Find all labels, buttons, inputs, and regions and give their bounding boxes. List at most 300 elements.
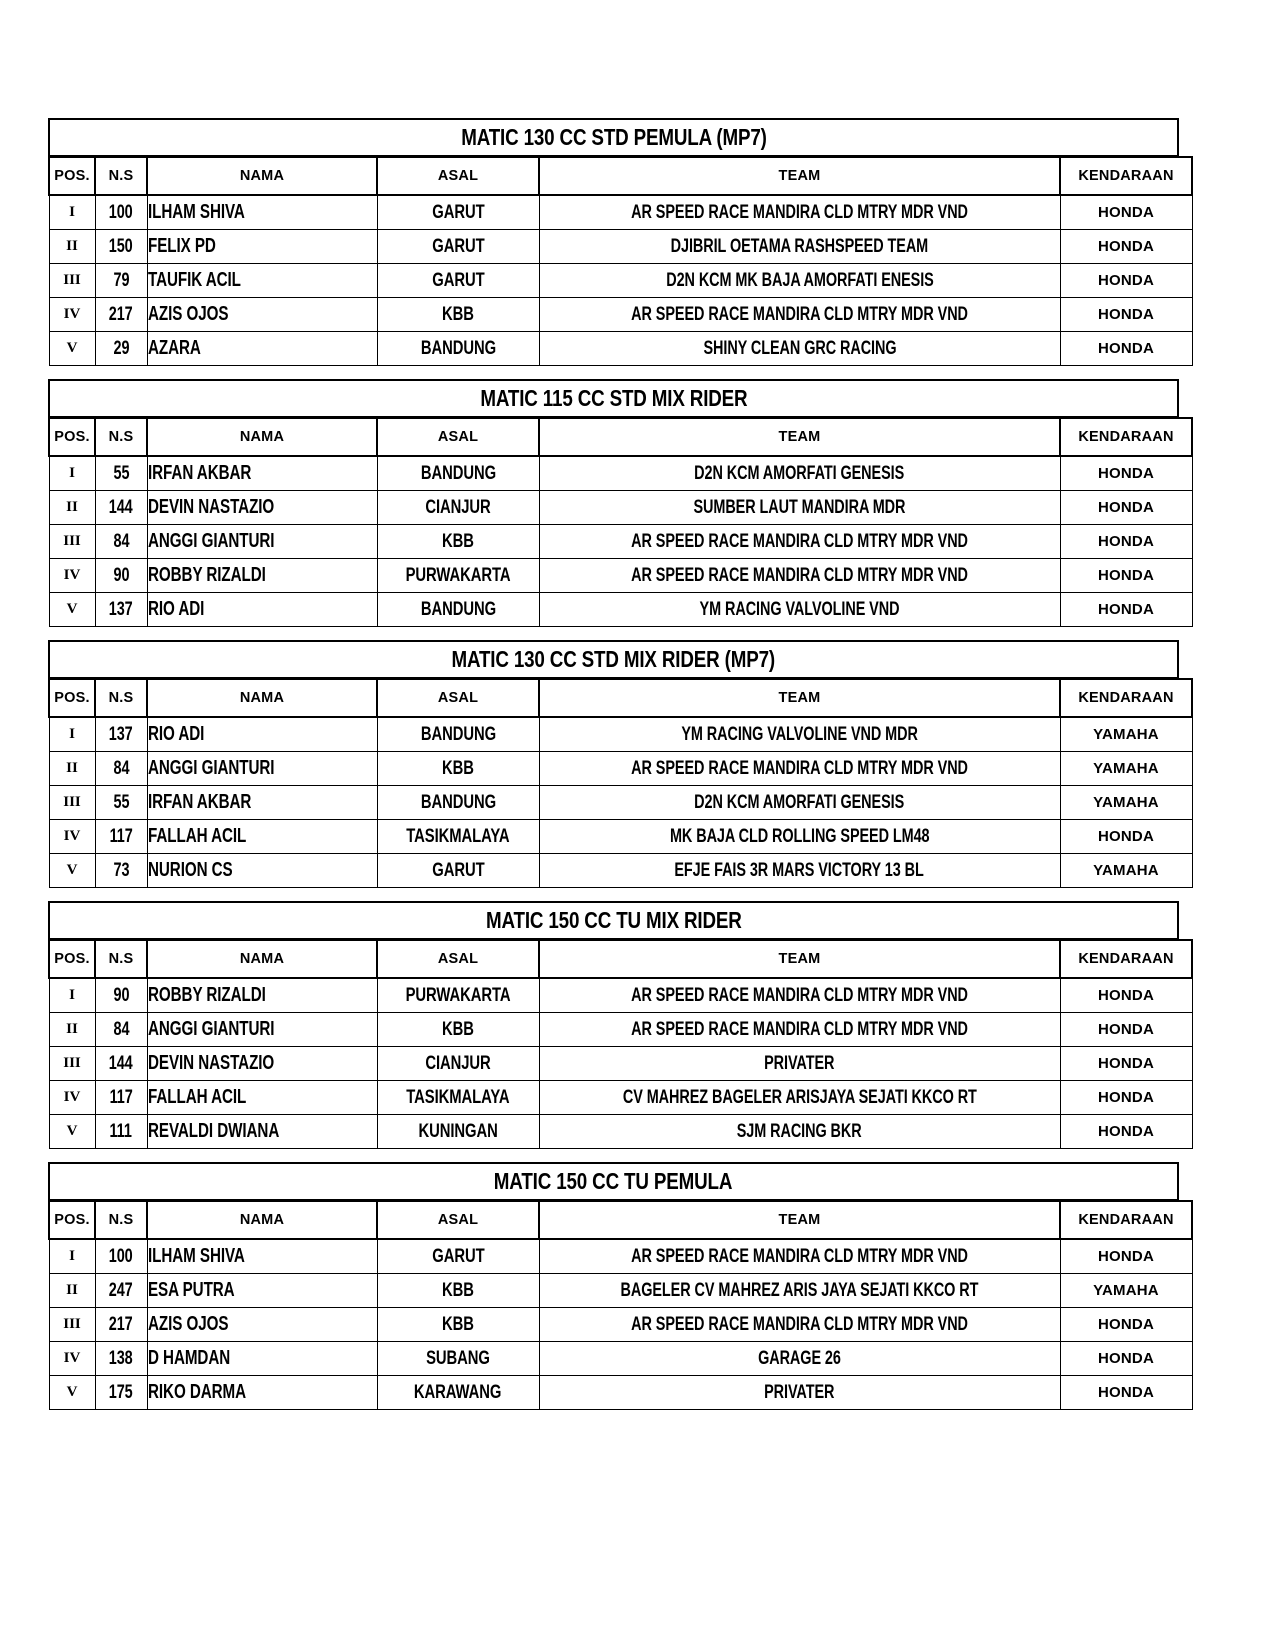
cell-nama	[147, 195, 377, 230]
cell-asal-text: BANDUNG	[420, 598, 496, 620]
table-row	[49, 1047, 1192, 1081]
cell-team-text: CV MAHREZ BAGELER ARISJAYA SEJATI KKCO RT	[622, 1086, 977, 1108]
column-header-team: TEAM	[539, 940, 1060, 978]
cell-nama-text: FALLAH ACIL	[147, 825, 246, 847]
column-header-nama: NAMA	[147, 940, 377, 978]
cell-asal	[377, 717, 539, 752]
column-header-nama: NAMA	[147, 157, 377, 195]
table-row	[49, 786, 1192, 820]
cell-team-text: AR SPEED RACE MANDIRA CLD MTRY MDR VND	[631, 564, 968, 586]
cell-nama-text: ANGGI GIANTURI	[147, 530, 274, 552]
cell-ns	[95, 491, 147, 525]
cell-team	[539, 1115, 1060, 1149]
column-header-asal: ASAL	[377, 940, 539, 978]
cell-kendaraan: HONDA	[1060, 1376, 1192, 1410]
cell-ns-text: 90	[113, 984, 129, 1006]
cell-kendaraan: HONDA	[1060, 1342, 1192, 1376]
cell-kendaraan: HONDA	[1060, 456, 1192, 491]
cell-nama-text: RIKO DARMA	[147, 1381, 246, 1403]
cell-asal	[377, 491, 539, 525]
cell-nama	[147, 1115, 377, 1149]
table-header-row	[49, 940, 1192, 978]
cell-team-text: SUMBER LAUT MANDIRA MDR	[693, 496, 906, 518]
cell-team	[539, 559, 1060, 593]
class-title-text: MATIC 150 CC TU MIX RIDER	[485, 907, 742, 933]
cell-team	[539, 1308, 1060, 1342]
cell-nama-text: ANGGI GIANTURI	[147, 757, 274, 779]
cell-nama-text: ROBBY RIZALDI	[147, 984, 266, 1006]
cell-nama	[147, 752, 377, 786]
cell-nama	[147, 1376, 377, 1410]
cell-asal-text: KBB	[442, 1313, 474, 1335]
cell-team	[539, 1274, 1060, 1308]
cell-team	[539, 195, 1060, 230]
cell-pos: V	[49, 1115, 95, 1149]
cell-nama-text: FELIX PD	[147, 235, 216, 257]
cell-ns-text: 55	[113, 462, 129, 484]
cell-pos: II	[49, 1274, 95, 1308]
cell-team-text: EFJE FAIS 3R MARS VICTORY 13 BL	[674, 859, 925, 881]
cell-asal	[377, 1081, 539, 1115]
cell-asal	[377, 820, 539, 854]
cell-team-text: PRIVATER	[764, 1052, 835, 1074]
cell-kendaraan: HONDA	[1060, 298, 1192, 332]
table-header-row	[49, 679, 1192, 717]
table-row	[49, 559, 1192, 593]
column-header-ns: N.S	[95, 940, 147, 978]
cell-ns	[95, 230, 147, 264]
cell-ns-text: 79	[113, 269, 129, 291]
cell-team	[539, 1013, 1060, 1047]
cell-team-text: D2N KCM AMORFATI GENESIS	[694, 791, 905, 813]
cell-kendaraan: YAMAHA	[1060, 717, 1192, 752]
table-row	[49, 1013, 1192, 1047]
cell-nama	[147, 491, 377, 525]
cell-kendaraan: HONDA	[1060, 559, 1192, 593]
cell-team-text: AR SPEED RACE MANDIRA CLD MTRY MDR VND	[631, 530, 968, 552]
class-title	[48, 1162, 1179, 1201]
cell-ns	[95, 978, 147, 1013]
cell-ns	[95, 1274, 147, 1308]
class-result-block	[48, 379, 1179, 627]
cell-team	[539, 978, 1060, 1013]
cell-team-text: PRIVATER	[764, 1381, 835, 1403]
table-row	[49, 1115, 1192, 1149]
cell-team	[539, 820, 1060, 854]
cell-team-text: BAGELER CV MAHREZ ARIS JAYA SEJATI KKCO RT	[620, 1279, 979, 1301]
cell-asal-text: PURWAKARTA	[405, 984, 511, 1006]
cell-asal	[377, 978, 539, 1013]
cell-ns	[95, 593, 147, 627]
column-header-pos: POS.	[49, 940, 95, 978]
cell-ns-text: 100	[109, 201, 133, 223]
class-title	[48, 640, 1179, 679]
cell-team-text: MK BAJA CLD ROLLING SPEED LM48	[669, 825, 930, 847]
cell-team-text: AR SPEED RACE MANDIRA CLD MTRY MDR VND	[631, 303, 968, 325]
cell-team	[539, 264, 1060, 298]
table-row	[49, 491, 1192, 525]
cell-team-text: D2N KCM MK BAJA AMORFATI ENESIS	[665, 269, 934, 291]
cell-ns	[95, 264, 147, 298]
cell-nama-text: FALLAH ACIL	[147, 1086, 246, 1108]
cell-team	[539, 1081, 1060, 1115]
table-row	[49, 1376, 1192, 1410]
cell-nama-text: NURION CS	[147, 859, 233, 881]
cell-team-text: DJIBRIL OETAMA RASHSPEED TEAM	[670, 235, 929, 257]
cell-asal-text: TASIKMALAYA	[406, 1086, 510, 1108]
cell-nama-text: AZIS OJOS	[147, 1313, 228, 1335]
cell-pos: I	[49, 195, 95, 230]
cell-asal-text: KBB	[442, 1018, 474, 1040]
cell-asal-text: GARUT	[431, 201, 485, 223]
cell-asal-text: BANDUNG	[420, 791, 496, 813]
cell-kendaraan: HONDA	[1060, 1239, 1192, 1274]
column-header-ns: N.S	[95, 1201, 147, 1239]
cell-kendaraan: HONDA	[1060, 1081, 1192, 1115]
cell-asal-text: GARUT	[431, 859, 485, 881]
cell-team-text: YM RACING VALVOLINE VND MDR	[681, 723, 918, 745]
cell-asal	[377, 1013, 539, 1047]
cell-nama-text: ILHAM SHIVA	[147, 201, 245, 223]
cell-nama	[147, 230, 377, 264]
cell-team	[539, 854, 1060, 888]
cell-asal	[377, 786, 539, 820]
table-row	[49, 1308, 1192, 1342]
cell-nama	[147, 559, 377, 593]
table-row	[49, 332, 1192, 366]
cell-ns-text: 29	[113, 337, 129, 359]
cell-nama-text: IRFAN AKBAR	[147, 791, 251, 813]
cell-ns	[95, 525, 147, 559]
cell-asal-text: PURWAKARTA	[405, 564, 511, 586]
table-row	[49, 456, 1192, 491]
cell-nama	[147, 1239, 377, 1274]
cell-kendaraan: HONDA	[1060, 525, 1192, 559]
cell-ns-text: 175	[109, 1381, 133, 1403]
table-row	[49, 1274, 1192, 1308]
cell-asal-text: BANDUNG	[420, 723, 496, 745]
cell-nama-text: DEVIN NASTAZIO	[147, 1052, 274, 1074]
cell-nama-text: RIO ADI	[147, 723, 204, 745]
cell-kendaraan: HONDA	[1060, 978, 1192, 1013]
column-header-team: TEAM	[539, 1201, 1060, 1239]
cell-nama	[147, 1081, 377, 1115]
cell-kendaraan: HONDA	[1060, 820, 1192, 854]
cell-asal	[377, 456, 539, 491]
cell-nama-text: AZARA	[147, 337, 201, 359]
cell-asal-text: GARUT	[431, 1245, 485, 1267]
cell-kendaraan: HONDA	[1060, 1047, 1192, 1081]
cell-team	[539, 230, 1060, 264]
cell-nama	[147, 1274, 377, 1308]
cell-ns	[95, 195, 147, 230]
cell-nama-text: D HAMDAN	[147, 1347, 230, 1369]
cell-ns-text: 84	[113, 530, 129, 552]
cell-nama	[147, 264, 377, 298]
cell-ns-text: 137	[109, 723, 133, 745]
cell-nama	[147, 298, 377, 332]
cell-ns	[95, 332, 147, 366]
cell-asal-text: SUBANG	[426, 1347, 490, 1369]
class-title-text: MATIC 130 CC STD MIX RIDER (MP7)	[451, 646, 776, 672]
cell-kendaraan: HONDA	[1060, 593, 1192, 627]
cell-team	[539, 717, 1060, 752]
column-header-kendaraan: KENDARAAN	[1060, 418, 1192, 456]
cell-kendaraan: YAMAHA	[1060, 752, 1192, 786]
column-header-asal: ASAL	[377, 157, 539, 195]
cell-ns	[95, 1115, 147, 1149]
cell-asal	[377, 264, 539, 298]
column-header-nama: NAMA	[147, 679, 377, 717]
class-title-text: MATIC 115 CC STD MIX RIDER	[479, 385, 748, 411]
table-row	[49, 854, 1192, 888]
column-header-ns: N.S	[95, 418, 147, 456]
cell-kendaraan: HONDA	[1060, 1013, 1192, 1047]
table-row	[49, 525, 1192, 559]
cell-ns	[95, 854, 147, 888]
class-result-block	[48, 901, 1179, 1149]
cell-kendaraan: HONDA	[1060, 1115, 1192, 1149]
cell-kendaraan: YAMAHA	[1060, 1274, 1192, 1308]
cell-asal	[377, 559, 539, 593]
table-row	[49, 820, 1192, 854]
cell-team-text: GARAGE 26	[758, 1347, 841, 1369]
cell-nama-text: AZIS OJOS	[147, 303, 228, 325]
cell-team-text: YM RACING VALVOLINE VND	[699, 598, 900, 620]
class-title	[48, 901, 1179, 940]
table-row	[49, 1081, 1192, 1115]
cell-kendaraan: HONDA	[1060, 491, 1192, 525]
results-table	[48, 939, 1193, 1149]
cell-team	[539, 1342, 1060, 1376]
cell-asal	[377, 752, 539, 786]
cell-ns	[95, 1342, 147, 1376]
cell-ns	[95, 1047, 147, 1081]
column-header-team: TEAM	[539, 679, 1060, 717]
class-result-block	[48, 118, 1179, 366]
cell-asal	[377, 230, 539, 264]
class-result-block	[48, 1162, 1179, 1410]
cell-pos: III	[49, 1047, 95, 1081]
cell-nama	[147, 978, 377, 1013]
table-row	[49, 298, 1192, 332]
cell-team-text: AR SPEED RACE MANDIRA CLD MTRY MDR VND	[631, 1313, 968, 1335]
cell-asal-text: KBB	[442, 530, 474, 552]
cell-asal-text: GARUT	[431, 235, 485, 257]
table-row	[49, 1239, 1192, 1274]
cell-team	[539, 491, 1060, 525]
cell-asal	[377, 1376, 539, 1410]
cell-ns-text: 217	[109, 1313, 133, 1335]
cell-team	[539, 298, 1060, 332]
cell-team-text: D2N KCM AMORFATI GENESIS	[694, 462, 905, 484]
column-header-ns: N.S	[95, 157, 147, 195]
cell-pos: II	[49, 230, 95, 264]
cell-asal-text: KUNINGAN	[418, 1120, 498, 1142]
table-row	[49, 752, 1192, 786]
cell-pos: IV	[49, 1342, 95, 1376]
cell-pos: V	[49, 854, 95, 888]
column-header-pos: POS.	[49, 418, 95, 456]
cell-nama-text: DEVIN NASTAZIO	[147, 496, 274, 518]
cell-asal-text: CIANJUR	[425, 1052, 491, 1074]
cell-ns-text: 100	[109, 1245, 133, 1267]
cell-pos: III	[49, 786, 95, 820]
cell-asal	[377, 1342, 539, 1376]
column-header-kendaraan: KENDARAAN	[1060, 679, 1192, 717]
cell-nama	[147, 1047, 377, 1081]
column-header-asal: ASAL	[377, 1201, 539, 1239]
cell-ns-text: 150	[109, 235, 133, 257]
cell-pos: I	[49, 456, 95, 491]
cell-ns-text: 144	[109, 496, 133, 518]
cell-asal-text: KBB	[442, 303, 474, 325]
column-header-kendaraan: KENDARAAN	[1060, 940, 1192, 978]
cell-nama-text: TAUFIK ACIL	[147, 269, 241, 291]
results-table	[48, 417, 1193, 627]
cell-kendaraan: HONDA	[1060, 230, 1192, 264]
cell-asal	[377, 1274, 539, 1308]
cell-asal-text: GARUT	[431, 269, 485, 291]
cell-ns	[95, 1013, 147, 1047]
cell-team	[539, 332, 1060, 366]
cell-asal	[377, 593, 539, 627]
cell-pos: IV	[49, 1081, 95, 1115]
cell-ns-text: 90	[113, 564, 129, 586]
cell-nama	[147, 717, 377, 752]
cell-pos: IV	[49, 298, 95, 332]
table-header-row	[49, 1201, 1192, 1239]
cell-ns	[95, 752, 147, 786]
cell-nama-text: ANGGI GIANTURI	[147, 1018, 274, 1040]
cell-pos: V	[49, 593, 95, 627]
results-table	[48, 1200, 1193, 1410]
cell-asal-text: KBB	[442, 757, 474, 779]
cell-team	[539, 525, 1060, 559]
table-row	[49, 593, 1192, 627]
cell-ns-text: 137	[109, 598, 133, 620]
column-header-kendaraan: KENDARAAN	[1060, 157, 1192, 195]
cell-ns-text: 111	[109, 1120, 133, 1142]
column-header-pos: POS.	[49, 1201, 95, 1239]
table-row	[49, 195, 1192, 230]
cell-kendaraan: HONDA	[1060, 1308, 1192, 1342]
cell-kendaraan: HONDA	[1060, 195, 1192, 230]
cell-team	[539, 1376, 1060, 1410]
cell-nama	[147, 1342, 377, 1376]
cell-asal-text: KARAWANG	[414, 1381, 502, 1403]
class-title	[48, 379, 1179, 418]
column-header-team: TEAM	[539, 418, 1060, 456]
cell-nama-text: RIO ADI	[147, 598, 204, 620]
cell-kendaraan: YAMAHA	[1060, 786, 1192, 820]
cell-nama	[147, 525, 377, 559]
cell-asal-text: BANDUNG	[420, 337, 496, 359]
cell-asal	[377, 1308, 539, 1342]
cell-pos: III	[49, 264, 95, 298]
cell-pos: III	[49, 1308, 95, 1342]
cell-ns-text: 138	[109, 1347, 133, 1369]
cell-nama-text: IRFAN AKBAR	[147, 462, 251, 484]
cell-nama	[147, 1013, 377, 1047]
cell-team-text: AR SPEED RACE MANDIRA CLD MTRY MDR VND	[631, 984, 968, 1006]
column-header-team: TEAM	[539, 157, 1060, 195]
cell-pos: II	[49, 1013, 95, 1047]
cell-pos: III	[49, 525, 95, 559]
column-header-pos: POS.	[49, 157, 95, 195]
table-row	[49, 978, 1192, 1013]
cell-pos: I	[49, 717, 95, 752]
cell-team-text: AR SPEED RACE MANDIRA CLD MTRY MDR VND	[631, 201, 968, 223]
cell-ns	[95, 298, 147, 332]
column-header-ns: N.S	[95, 679, 147, 717]
cell-asal	[377, 332, 539, 366]
cell-ns-text: 117	[109, 825, 133, 847]
cell-pos: I	[49, 1239, 95, 1274]
cell-asal	[377, 298, 539, 332]
column-header-asal: ASAL	[377, 679, 539, 717]
cell-asal	[377, 1047, 539, 1081]
column-header-kendaraan: KENDARAAN	[1060, 1201, 1192, 1239]
cell-ns-text: 144	[109, 1052, 133, 1074]
cell-team	[539, 786, 1060, 820]
class-title	[48, 118, 1179, 157]
cell-pos: V	[49, 332, 95, 366]
cell-team-text: SHINY CLEAN GRC RACING	[702, 337, 897, 359]
cell-asal	[377, 525, 539, 559]
cell-kendaraan: HONDA	[1060, 264, 1192, 298]
cell-team-text: AR SPEED RACE MANDIRA CLD MTRY MDR VND	[631, 1018, 968, 1040]
cell-team	[539, 752, 1060, 786]
cell-kendaraan: HONDA	[1060, 332, 1192, 366]
column-header-nama: NAMA	[147, 418, 377, 456]
column-header-asal: ASAL	[377, 418, 539, 456]
cell-pos: II	[49, 752, 95, 786]
cell-ns	[95, 1376, 147, 1410]
cell-pos: V	[49, 1376, 95, 1410]
cell-kendaraan: YAMAHA	[1060, 854, 1192, 888]
cell-team	[539, 1047, 1060, 1081]
cell-team	[539, 1239, 1060, 1274]
class-title-text: MATIC 130 CC STD PEMULA (MP7)	[460, 124, 767, 150]
cell-nama	[147, 786, 377, 820]
cell-nama	[147, 1308, 377, 1342]
cell-pos: II	[49, 491, 95, 525]
cell-nama-text: ILHAM SHIVA	[147, 1245, 245, 1267]
cell-asal	[377, 1115, 539, 1149]
cell-asal	[377, 195, 539, 230]
table-row	[49, 264, 1192, 298]
cell-ns	[95, 559, 147, 593]
cell-ns	[95, 1081, 147, 1115]
column-header-pos: POS.	[49, 679, 95, 717]
cell-team-text: SJM RACING BKR	[737, 1120, 862, 1142]
table-row	[49, 1342, 1192, 1376]
cell-nama	[147, 456, 377, 491]
class-result-block	[48, 640, 1179, 888]
cell-pos: I	[49, 978, 95, 1013]
cell-pos: IV	[49, 820, 95, 854]
cell-ns-text: 247	[109, 1279, 133, 1301]
cell-nama	[147, 820, 377, 854]
cell-ns	[95, 1239, 147, 1274]
cell-ns	[95, 1308, 147, 1342]
table-row	[49, 717, 1192, 752]
cell-asal-text: TASIKMALAYA	[406, 825, 510, 847]
cell-team	[539, 593, 1060, 627]
cell-team	[539, 456, 1060, 491]
cell-ns-text: 55	[113, 791, 129, 813]
